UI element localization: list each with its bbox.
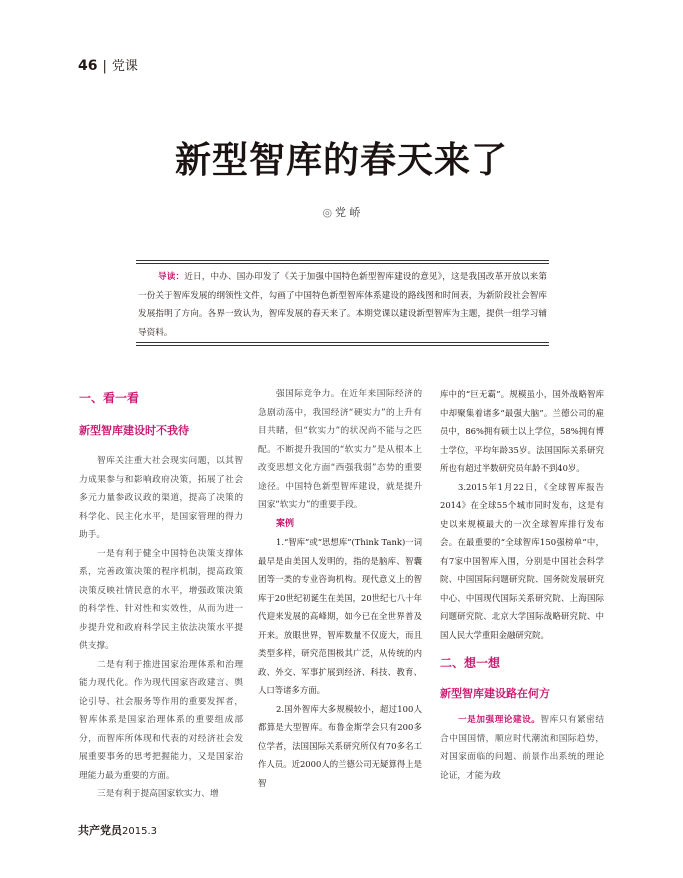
intro-box bbox=[136, 260, 549, 346]
col1-paragraph-1: 智库关注重大社会现实问题，以其智力成果参与和影响政府决策，拓展了社会多元力量参政议政的渠道，提高了决策的科学化、民主化水平，是国家管理的得力助手。 bbox=[79, 456, 243, 540]
intro-rule-bottom bbox=[136, 345, 549, 346]
magazine-name: 共产党员 bbox=[78, 824, 122, 837]
case-paragraph-2: 2.国外智库大多规模较小，超过100人都算是大型智库。布鲁金斯学会只有200多位学者，法国国际关系研究所仅有70多名工作人员。近2000人的兰德公司无疑算得上是智 bbox=[258, 703, 422, 788]
intro-lead: 导读： bbox=[158, 272, 185, 282]
intro-rule-top-inner bbox=[136, 263, 549, 264]
author-line bbox=[0, 204, 683, 220]
col1-paragraph-3: 二是有利于推进国家治理体系和治理能力现代化。作为现代国家咨政建言、舆论引导、社会服务等作用的重要发挥者，智库体系是国家治理体系的重要组成部分，而智库所体现和代表的对经济社会发展重要事务的思考把握能力，又是国家治理能力最为重要的方面。 bbox=[79, 659, 243, 781]
section-heading-1: 一、看一看 bbox=[79, 391, 140, 405]
col3-paragraph-1: 库中的“巨无霸”。规模虽小，国外战略智库中却聚集着诸多“最强大脑”。兰德公司的雇员中，86%拥有硕士以上学位，58%拥有博士学位，平均年龄35岁。法国国际关系研究所也有超过半数研究员年龄不到40岁。 bbox=[440, 389, 604, 473]
col1-paragraph-4: 三是有利于提高国家软实力、增 bbox=[97, 789, 219, 799]
subtitle-1: 新型智库建设时不我待 bbox=[79, 423, 189, 437]
column-1 bbox=[79, 385, 243, 804]
column-2 bbox=[258, 385, 422, 792]
author-name: 党 峤 bbox=[335, 206, 361, 219]
page-header bbox=[78, 55, 138, 74]
col3-paragraph-3-text: 智库只有紧密结合中国国情，顺应时代潮流和国际趋势，对国家面临的问题、前景作出系统的理论论证，才能为政 bbox=[440, 715, 605, 781]
case-label: 案例 bbox=[276, 518, 295, 529]
page-footer bbox=[78, 822, 157, 838]
page-number: 46 bbox=[78, 58, 98, 74]
intro-rule-bottom-inner bbox=[136, 342, 549, 343]
col3-paragraph-3-lead: 一是加强理论建设。 bbox=[458, 715, 541, 725]
column-3 bbox=[440, 385, 604, 785]
intro-rule-top bbox=[136, 260, 549, 261]
col3-paragraph-2: 3.2015年1月22日，《全球智库报告2014》在全球55个城市同时发布，这是有史以来规模最大的一次全球智库排行发布会。在最重要的“全球智库150强榜单”中，有7家中国智库入围，分别是中国社会科学院、中国国际问题研究院、国务院发展研究中心、中国现代国际关系研究院、上海国际问题研究院、北京大学国际战略研究院、中国人民大学重阳金融研究院。 bbox=[440, 481, 604, 640]
col3-paragraph-3 bbox=[440, 711, 604, 785]
issue-number: 2015.3 bbox=[122, 826, 157, 837]
author-mark: ◎ bbox=[322, 206, 333, 219]
col2-paragraph-1: 强国际竞争力。在近年来国际经济的急剧动荡中，我国经济“硬实力”的上升有目共睹，但“软实力”的状况尚不能与之匹配。不断提升我国的“软实力”是从根本上改变思想文化方面“西强我弱”态势的重要途径。中国特色新型智库建设，就是提升国家“软实力”的重要手段。 bbox=[258, 389, 422, 510]
intro-text: 近日，中办、国办印发了《关于加强中国特色新型智库建设的意见》，这是我国改革开放以来第一份关于智库发展的纲领性文件，勾画了中国特色新型智库体系建设的路线图和时间表，为新阶段社会智库发展指明了方向。各界一致认为，智库发展的春天来了。本期党课以建设新型智库为主题，提供一组学习辅导资料。 bbox=[138, 272, 547, 338]
section-name: 党课 bbox=[111, 59, 138, 74]
section-heading-2: 二、想一想 bbox=[440, 656, 501, 670]
case-paragraph-1: 1.“智库”或“思想库”(Think Tank)一词最早是由美国人发明的，指的是脑库、智囊团等一类的专业咨询机构。现代意义上的智库于20世纪初诞生在美国，20世纪七八十年代迎来发展的高峰期，如今已在全世界普及开来。放眼世界，智库数量不仅庞大，而且类型多样，研究范围极其广泛，从传统的内政、外交、军事扩展到经济、科技、教育、人口等诸多方面。 bbox=[258, 537, 422, 695]
col1-paragraph-2: 一是有利于健全中国特色决策支撑体系，完善政策决策的程序机制，提高政策决策反映社情民意的水平，增强政策决策的科学性、针对性和实效性，从而为进一步提升党和政府科学民主依法决策水平提供支撑。 bbox=[79, 548, 243, 651]
article-title: 新型智库的春天来了 bbox=[174, 140, 508, 181]
subtitle-2: 新型智库建设路在何方 bbox=[440, 686, 550, 700]
header-separator: | bbox=[102, 59, 107, 74]
intro-paragraph bbox=[138, 268, 547, 342]
